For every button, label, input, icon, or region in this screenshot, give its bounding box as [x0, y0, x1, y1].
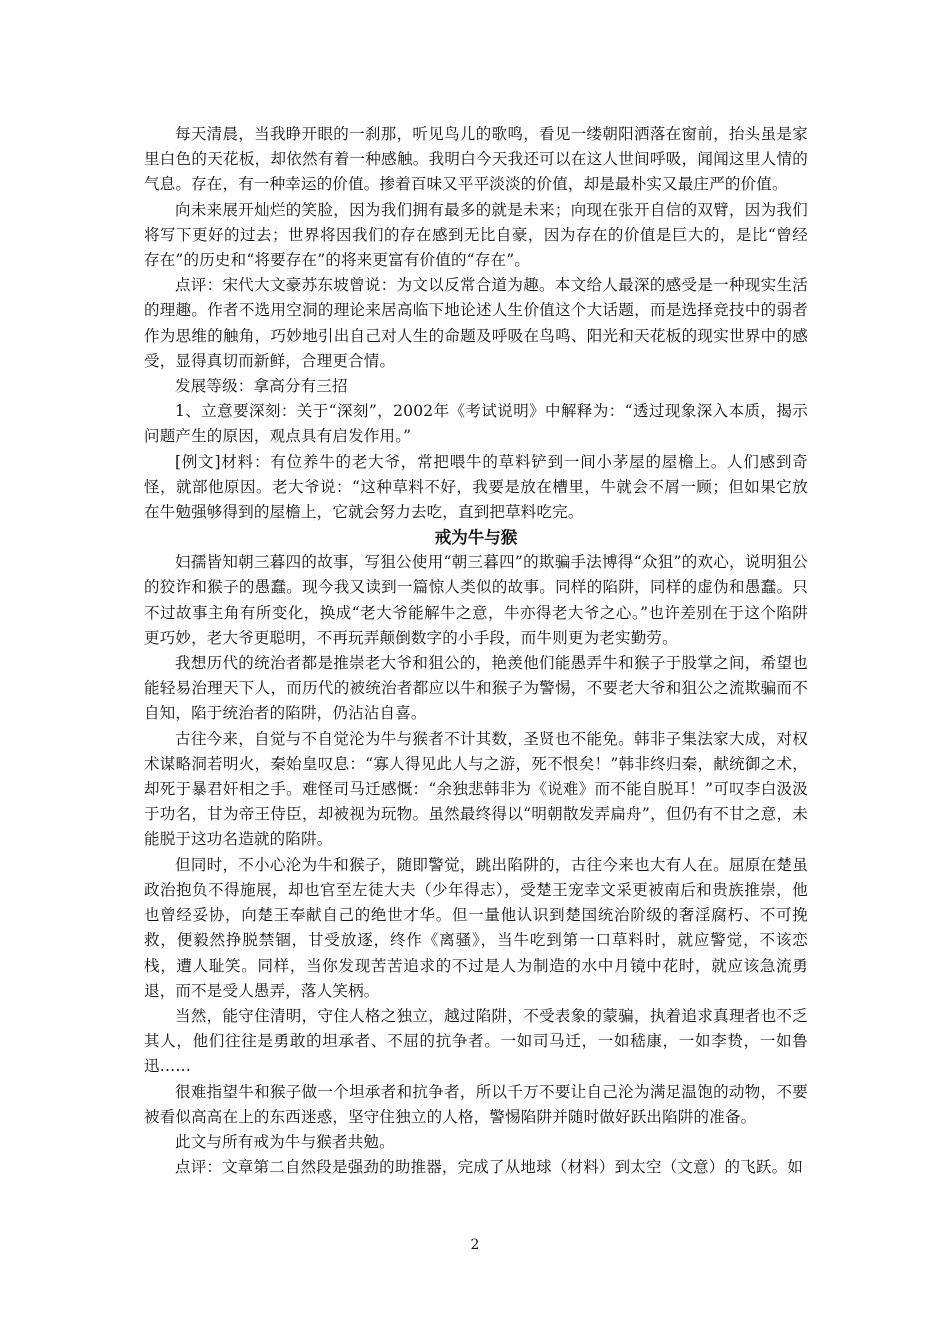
essay-commentary: 点评：文章第二自然段是强劲的助推器，完成了从地球（材料）到太空（文意）的飞跃。如 — [175, 1158, 804, 1177]
essay-paragraph: 妇孺皆知朝三暮四的故事，写狙公使用“朝三暮四”的欺骗手法博得“众狙”的欢心，说明狙公的狡诈和猴子的愚蠢。现今我又读到一篇惊人类似的故事。同样的陷阱，同样的虚伪和愚蠢。只不过故事主角有所变化，换成“老大爷能解牛之意，牛亦得老大爷之心。”也许差别在于这个陷阱更巧妙，老大爷更聪明，不再玩弄颠倒数字的小手段，而牛则更为老实勤劳。 — [144, 553, 808, 647]
paragraph-development-level: 发展等级：拿高分有三招 — [175, 377, 348, 396]
essay-paragraph: 很难指望牛和猴子做一个坦承者和抗争者，所以千万不要让自己沦为满足温饱的动物，不要被看似高高在上的东西迷惑，坚守住独立的人格，警惕陷阱并随时做好跃出陷阱的准备。 — [144, 1082, 808, 1126]
essay-title: 戒为牛与猴 — [434, 528, 518, 548]
page-number: 2 — [470, 1237, 480, 1253]
paragraph-commentary: 点评：宋代大文豪苏东坡曾说：为文以反常合道为趣。本文给人最深的感受是一种现实生活的理趣。作者不选用空洞的理论来居高临下地论述人生价值这个大话题，而是选择竞技中的弱者作为思维的触角，巧妙地引出自己对人生的命题及呼吸在鸟鸣、阳光和天花板的现实世界中的感受，显得真切而新鲜，合理更合情。 — [144, 276, 808, 370]
essay-paragraph: 但同时，不小心沦为牛和猴子，随即警觉，跳出陷阱的，古往今来也大有人在。屈原在楚虽政治抱负不得施展，却也官至左徒大夫（少年得志），受楚王宠幸文采更被南后和贵族推崇，他也曾经妥协，向楚王奉献自己的绝世才华。但一量他认识到楚国统治阶级的奢淫腐朽、不可挽救，便毅然挣脱禁锢，甘受放逐，终作《离骚》，当牛吃到第一口草料时，就应警觉，不该恋栈，遭人耻笑。同样，当你发现苦苦追求的不过是人为制造的水中月镜中花时，就应该急流勇退，而不是受人愚弄，落人笑柄。 — [144, 855, 808, 1000]
essay-paragraph: 古往今来，自觉与不自觉沦为牛与猴者不计其数，圣贤也不能免。韩非子集法家大成，对权术谋略洞若明火，秦始皇叹息：“寡人得见此人与之游，死不恨矣！”韩非终归秦，献统御之术，却死于暴君奸相之手。难怪司马迁感慨：“余独悲韩非为《说难》而不能自脱耳！”可叹李白汲汲于功名，甘为帝王侍臣，却被视为玩物。虽然最终得以“明朝散发弄扁舟”，但仍有不甘之意，未能脱于这功名造就的陷阱。 — [144, 729, 808, 849]
essay-paragraph: 我想历代的统治者都是推崇老大爷和狙公的，艳羡他们能愚弄牛和猴子于股掌之间，希望也能轻易治理天下人，而历代的被统治者都应以牛和猴子为警惕，不要老大爷和狙公之流欺骗而不自知，陷于统治者的陷阱，仍沾沾自喜。 — [144, 654, 808, 723]
essay-paragraph: 当然，能守住清明，守住人格之独立，越过陷阱，不受表象的蒙骗，执着追求真理者也不乏其人，他们往往是勇敢的坦承者、不屈的抗争者。一如司马迁，一如嵇康，一如李贽，一如鲁迅…… — [144, 1006, 808, 1076]
paragraph-example-material: [例文]材料：有位养牛的老大爷，常把喂牛的草料铲到一间小茅屋的屋檐上。人们感到奇怪，就部他原因。老大爷说：“这种草料不好，我要是放在槽里，牛就会不屑一顾；但如果它放在牛勉强够得到的屋檐上，它就会努力去吃，直到把草料吃完。 — [144, 452, 808, 522]
paragraph-future: 向未来展开灿烂的笑脸，因为我们拥有最多的就是未来；向现在张开自信的双臂，因为我们将写下更好的过去；世界将因我们的存在感到无比自豪，因为存在的价值是巨大的，是比“曾经存在”的历史和“将要存在”的将来更富有价值的“存在”。 — [144, 200, 808, 270]
paragraph-intro: 每天清晨，当我睁开眼的一刹那，听见鸟儿的歌鸣，看见一缕朝阳洒落在窗前，抬头虽是家里白色的天花板，却依然有着一种感触。我明白今天我还可以在这人世间呼吸，闻闻这里人情的气息。存在，有一种幸运的价值。掺着百味又平平淡淡的价值，却是最朴实又最庄严的价值。 — [144, 125, 808, 194]
page-content — [144, 122, 808, 1180]
essay-paragraph: 此文与所有戒为牛与猴者共勉。 — [175, 1132, 395, 1151]
paragraph-depth-point: 1、立意要深刻：关于“深刻”，2002年《考试说明》中解释为：“透过现象深入本质，揭示问题产生的原因，观点具有启发作用。” — [144, 402, 808, 446]
